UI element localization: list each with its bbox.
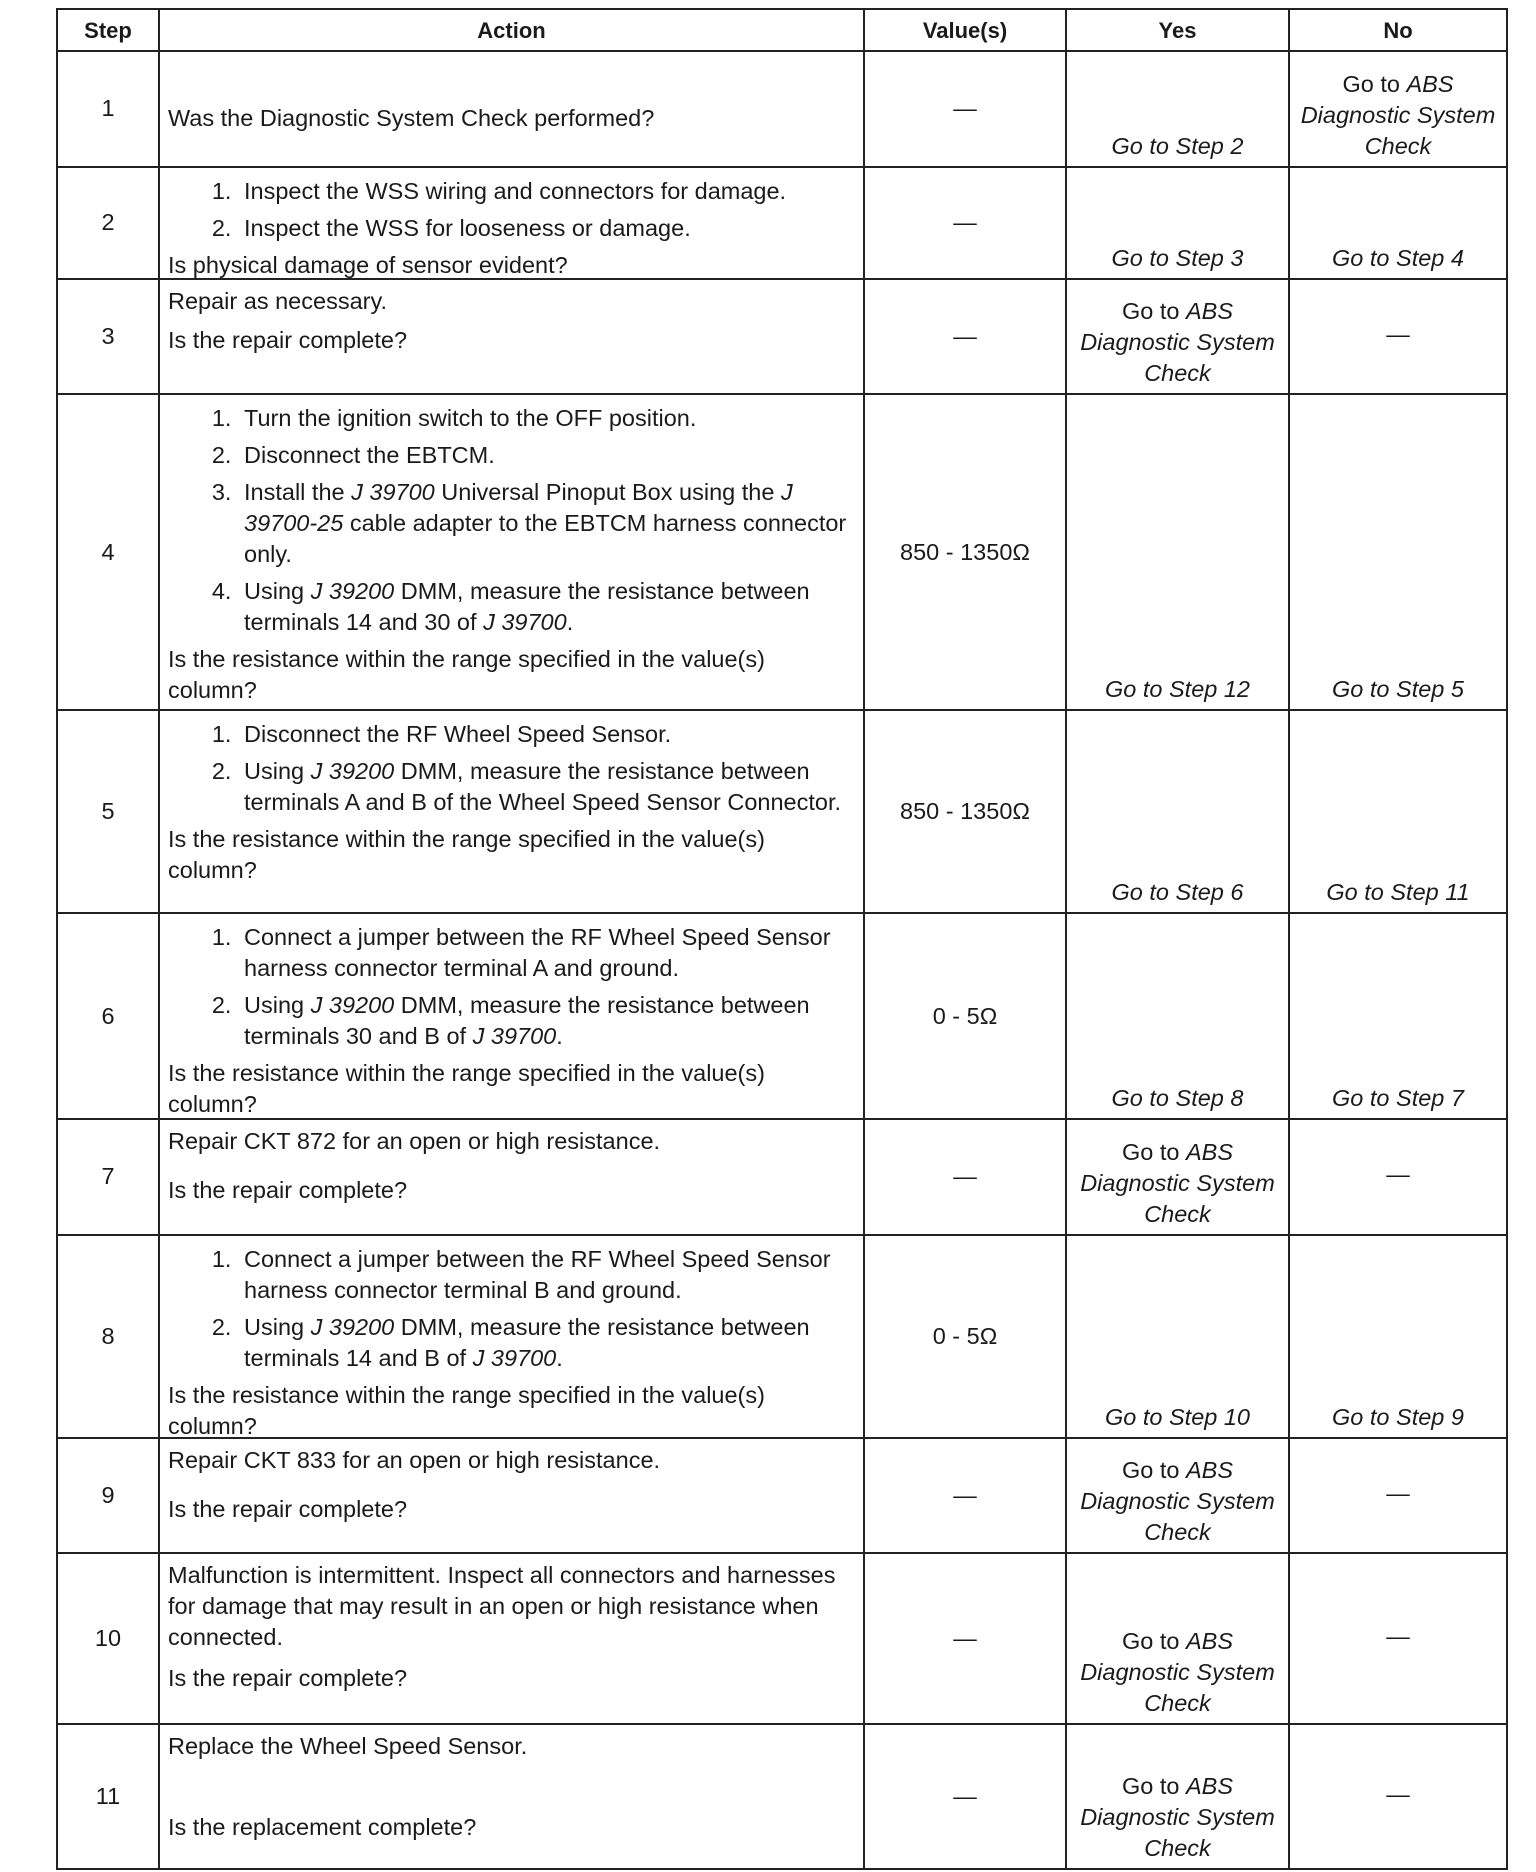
action-cell: [159, 1724, 864, 1869]
action-question: Is the resistance within the range specified in the value(s) column?: [168, 1060, 765, 1118]
action-step-item: 2. Disconnect the EBTCM.: [238, 440, 857, 471]
table-row: [57, 913, 1507, 1119]
tool-reference: J 39200: [310, 1313, 395, 1340]
tool-reference: J 39700: [472, 1344, 557, 1371]
step-number: 3: [57, 279, 159, 395]
step-number: 10: [57, 1553, 159, 1724]
action-top: [168, 918, 857, 1058]
step-number: 7: [57, 1119, 159, 1235]
no-result: Go to Step 4: [1289, 167, 1507, 279]
step-number: 9: [57, 1438, 159, 1554]
action-content: [168, 172, 857, 278]
action-question: Is physical damage of sensor evident?: [168, 251, 568, 278]
value-cell: —: [864, 279, 1066, 395]
action-top: [168, 284, 857, 317]
value-cell: —: [864, 51, 1066, 167]
header-no: No: [1289, 9, 1507, 51]
tool-reference: J 39700: [483, 609, 567, 636]
no-result: —: [1289, 1553, 1507, 1724]
value-cell: 850 - 1350Ω: [864, 394, 1066, 709]
table-row: [57, 1235, 1507, 1438]
action-cell: [159, 394, 864, 709]
action-top: [168, 1558, 857, 1653]
yes-result: Go to Step 12: [1066, 394, 1289, 709]
action-cell: [159, 1438, 864, 1554]
header-action: Action: [159, 9, 864, 51]
step-number: 6: [57, 913, 159, 1119]
action-question: Is the resistance within the range specified in the value(s) column?: [168, 646, 765, 704]
yes-result: Go to ABS Diagnostic System Check: [1066, 1438, 1289, 1554]
action-top: [168, 399, 857, 644]
header-yes: Yes: [1066, 9, 1289, 51]
action-content: [168, 1240, 857, 1439]
header-values: Value(s): [864, 9, 1066, 51]
yes-result: Go to Step 10: [1066, 1235, 1289, 1438]
yes-result: Go to ABS Diagnostic System Check: [1066, 1119, 1289, 1235]
value-cell: —: [864, 167, 1066, 279]
step-number: 2: [57, 167, 159, 279]
table-row: [57, 279, 1507, 395]
action-step-item: 1. Inspect the WSS wiring and connectors for damage.: [238, 176, 857, 207]
action-step-item: 1. Connect a jumper between the RF Wheel Speed Sensor harness connector terminal A and ground.: [238, 922, 857, 984]
action-cell: [159, 167, 864, 279]
value-cell: 0 - 5Ω: [864, 1235, 1066, 1438]
value-cell: —: [864, 1553, 1066, 1724]
action-question: Was the Diagnostic System Check performed?: [168, 105, 655, 131]
header-row: [57, 9, 1507, 51]
table-row: [57, 1724, 1507, 1869]
action-content: [168, 399, 857, 704]
tool-reference: J 39200: [310, 757, 395, 784]
tool-reference: J 39700: [351, 479, 435, 506]
diagnostic-table: [56, 8, 1508, 1870]
yes-result: Go to ABS Diagnostic System Check: [1066, 279, 1289, 395]
step-number: 4: [57, 394, 159, 709]
no-result: —: [1289, 1119, 1507, 1235]
action-steps-list: [168, 1244, 857, 1374]
tool-reference: J 39200: [310, 578, 395, 605]
no-result: —: [1289, 1438, 1507, 1554]
action-intro: Repair CKT 833 for an open or high resistance.: [168, 1446, 661, 1473]
no-result: —: [1289, 279, 1507, 395]
action-steps-list: [168, 922, 857, 1052]
yes-result: Go to Step 2: [1066, 51, 1289, 167]
value-cell: —: [864, 1119, 1066, 1235]
no-result: Go to Step 5: [1289, 394, 1507, 709]
tool-reference: J 39700: [472, 1023, 557, 1050]
action-step-item: 4. Using J 39200 DMM, measure the resistance between terminals 14 and 30 of J 39700.: [238, 576, 857, 638]
table-row: [57, 710, 1507, 913]
table-row: [57, 394, 1507, 709]
value-cell: 0 - 5Ω: [864, 913, 1066, 1119]
step-number: 11: [57, 1724, 159, 1869]
value-cell: —: [864, 1438, 1066, 1554]
action-cell: [159, 1553, 864, 1724]
step-number: 1: [57, 51, 159, 167]
action-intro: Repair as necessary.: [168, 287, 387, 314]
no-result: Go to Step 11: [1289, 710, 1507, 913]
value-cell: —: [864, 1724, 1066, 1869]
table-body: [57, 51, 1507, 1869]
action-step-item: 2. Inspect the WSS for looseness or damage.: [238, 213, 857, 244]
no-result: —: [1289, 1724, 1507, 1869]
yes-result: Go to ABS Diagnostic System Check: [1066, 1724, 1289, 1869]
action-question: Is the repair complete?: [168, 1665, 408, 1692]
action-question: Is the repair complete?: [168, 1495, 408, 1522]
action-content: [168, 918, 857, 1118]
step-number: 8: [57, 1235, 159, 1438]
yes-result: Go to Step 8: [1066, 913, 1289, 1119]
action-content: [168, 1729, 857, 1843]
value-cell: 850 - 1350Ω: [864, 710, 1066, 913]
action-question: Is the repair complete?: [168, 1176, 408, 1203]
step-number: 5: [57, 710, 159, 913]
yes-result: Go to Step 6: [1066, 710, 1289, 913]
yes-result: Go to ABS Diagnostic System Check: [1066, 1553, 1289, 1724]
table-row: [57, 51, 1507, 167]
action-step-item: 2. Using J 39200 DMM, measure the resistance between terminals A and B of the Wheel Speed Sensor Connector.: [238, 756, 857, 818]
action-intro: Replace the Wheel Speed Sensor.: [168, 1733, 528, 1760]
action-top: [168, 1443, 857, 1476]
table-row: [57, 1119, 1507, 1235]
action-intro: Malfunction is intermittent. Inspect all connectors and harnesses for damage that may result in an open or high resistance when connected.: [168, 1562, 836, 1651]
no-result: Go to ABS Diagnostic System Check: [1289, 51, 1507, 167]
action-top: [168, 1729, 857, 1762]
action-top: [168, 715, 857, 824]
action-top: [168, 1240, 857, 1380]
action-cell: [159, 279, 864, 395]
table-row: [57, 1438, 1507, 1554]
no-result: Go to Step 7: [1289, 913, 1507, 1119]
table-header: [57, 9, 1507, 51]
action-question: Is the replacement complete?: [168, 1814, 477, 1841]
no-result: Go to Step 9: [1289, 1235, 1507, 1438]
action-top: [168, 172, 857, 250]
action-step-item: 1. Connect a jumper between the RF Wheel Speed Sensor harness connector terminal B and ground.: [238, 1244, 857, 1306]
action-cell: [159, 51, 864, 167]
header-step: Step: [57, 9, 159, 51]
tool-reference: J 39200: [310, 992, 395, 1019]
action-question: Is the repair complete?: [168, 326, 408, 353]
action-steps-list: [168, 176, 857, 244]
action-step-item: 2. Using J 39200 DMM, measure the resistance between terminals 14 and B of J 39700.: [238, 1312, 857, 1374]
action-content: [168, 284, 857, 356]
action-cell: [159, 1119, 864, 1235]
table-row: [57, 1553, 1507, 1724]
action-content: [168, 715, 857, 883]
action-question: Is the resistance within the range specified in the value(s) column?: [168, 825, 765, 883]
action-steps-list: [168, 403, 857, 638]
action-top: [168, 1124, 857, 1157]
action-step-item: 1. Disconnect the RF Wheel Speed Sensor.: [238, 719, 857, 750]
action-step-item: 3. Install the J 39700 Universal Pinoput Box using the J 39700-25 cable adapter to the EBTCM harness connector only.: [238, 477, 857, 570]
table-row: [57, 167, 1507, 279]
action-cell: [159, 710, 864, 913]
action-content: [168, 1443, 857, 1525]
action-content: [168, 56, 857, 134]
action-step-item: 1. Turn the ignition switch to the OFF position.: [238, 403, 857, 434]
action-content: [168, 1558, 857, 1694]
action-content: [168, 1124, 857, 1206]
action-cell: [159, 913, 864, 1119]
action-question: Is the resistance within the range specified in the value(s) column?: [168, 1381, 765, 1439]
action-steps-list: [168, 719, 857, 818]
action-cell: [159, 1235, 864, 1438]
action-step-item: 2. Using J 39200 DMM, measure the resistance between terminals 30 and B of J 39700.: [238, 990, 857, 1052]
yes-result: Go to Step 3: [1066, 167, 1289, 279]
action-intro: Repair CKT 872 for an open or high resistance.: [168, 1127, 661, 1154]
tool-reference: J 39700-25: [244, 479, 793, 537]
